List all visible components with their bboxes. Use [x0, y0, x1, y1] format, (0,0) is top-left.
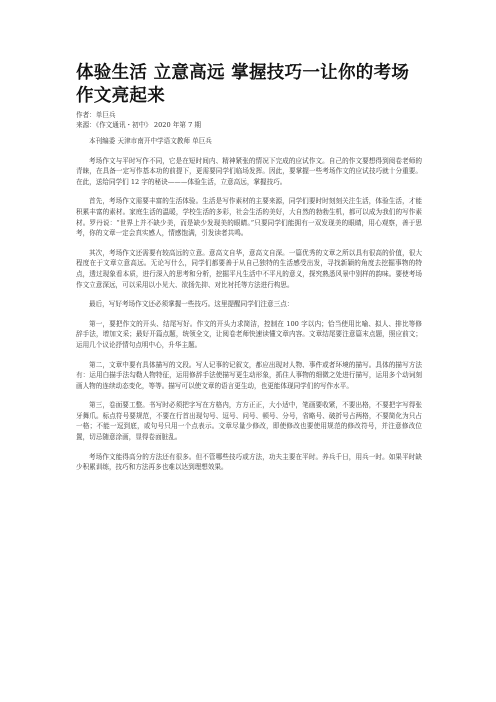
article-page	[76, 62, 422, 473]
paragraph-1: 考场作文与平时写作不同，它是在短时间内、精神紧张的情况下完成的应试作文。自己的作文要想得到阅卷老师的青睐，在具备一定写作基本功的前提下，更需要同学们临场发挥。因此，要掌握一些考场作文的应试技巧就十分重要。在此，送给同学们 12 字的秘诀———体验生活，立意高远，掌握技巧。	[76, 156, 422, 186]
paragraph-6: 第二，文章中要有具体描写的文段。写人记事的记叙文，都应出现对人物、事件或者环境的描写。具体的描写方法有：运用白描手法勾勒人物特征，运用修辞手法使描写更生动形象，抓住人事物的细微之处进行描写，运用多个动词刻画人物的连续动态变化，等等。描写可以使文章的语言更生动，也更能体现同学们的写作水平。	[76, 360, 422, 390]
paragraph-5: 第一，要把作文的开头、结尾写好。作文的开头力求简洁，控制在 100 字以内；恰当使用比喻、拟人、排比等修辞手法，增加文采；最好开篇点题，统领全文，让阅卷老师快速读懂文章内容。文章结尾要注意篇末点题，照应前文；运用几个议论抒情句点明中心，升华主题。	[76, 319, 422, 349]
source-name: 《作文通讯・初中》 2020 年第 7 期	[95, 121, 201, 129]
paragraph-4: 最后，写好考场作文还必须掌握一些技巧。这里提醒同学们注意三点：	[89, 300, 294, 309]
author-label: 作者：	[76, 111, 96, 119]
paragraph-2: 首先，考场作文需要丰富的生活体验。生活是写作素材的主要来源，同学们要时时刻刻关注生活，体验生活，才能积累丰富的素材。家庭生活的温暖，学校生活的多彩，社会生活的美好，大自然的勃勃生机，都可以成为我们的写作素材。罗丹说：“世界上并不缺少美，而是缺少发现美的眼睛。”只要同学们能拥有一双发现美的眼睛，用心观察，善于思考，你的文章一定会真实感人，情感饱满，引发读者共鸣。	[76, 197, 422, 238]
byline: 本刊编委 天津市南开中学语文教师 单巨兵	[89, 137, 212, 145]
source-label: 来源：	[76, 121, 96, 129]
paragraph-3: 其次，考场作文还需要有较高远的立意。意高文自华，意高文自深。一篇优秀的文章之所以具有很高的价值，很大程度在于文章立意高远。无论写什么，同学们都要善于从自己独特的生活感受出发，寻找新颖的角度去挖掘事物的特点，透过现象看本质，进行深入的思考和分析，挖掘平凡生活中不平凡的意义，探究熟悉风景中别样的韵味。要使考场作文立意深远，可以采用以小见大、欲扬先抑、对比衬托等方法进行构思。	[76, 248, 422, 289]
paragraph-7: 第三，卷面要工整。书写时必须把字写在方格内，方方正正，大小适中，笔画要收紧，不要出格，不要把字写得张牙舞爪。标点符号要规范，不要在行首出现句号、逗号、问号、顿号、分号，省略号、破折号占两格，不要简化为只占一格；不能一逗到底，或句号只用一个点表示。文章尽量少修改，即使修改也要使用规范的修改符号，并注意修改位置，切忌随意涂画，显得卷面脏乱。	[76, 401, 422, 442]
article-title: 体验生活 立意高远 掌握技巧一让你的考场作文亮起来	[76, 63, 410, 106]
author-line	[76, 110, 422, 120]
paragraph-8: 考场作文能得高分的方法还有很多。但不管哪些技巧或方法，功夫主要在平时。养兵千日，用兵一时。如果平时缺少积累训练，技巧和方法再多也难以达到理想效果。	[76, 452, 422, 472]
source-line	[76, 120, 422, 130]
author-name: 单巨兵	[95, 111, 116, 119]
